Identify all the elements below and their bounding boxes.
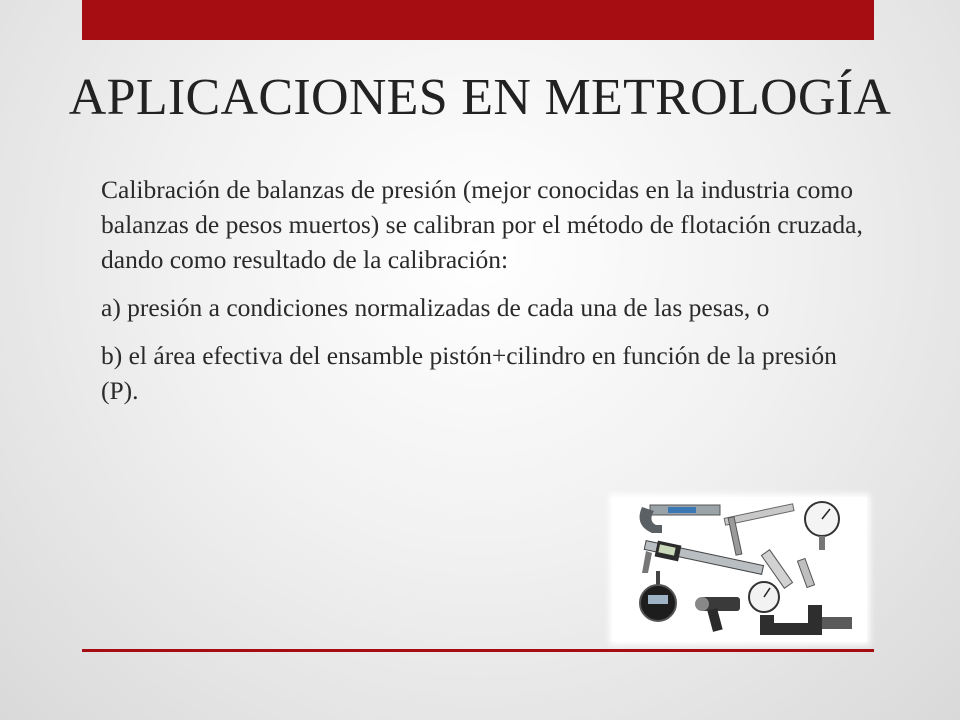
vernier-depth-gauge-icon (724, 504, 794, 555)
measuring-instruments-icon (612, 497, 867, 642)
slide-body (101, 172, 871, 421)
paragraph-option-a: a) presión a condiciones normalizadas de cada una de las pesas, o (101, 293, 770, 322)
dial-indicator-icon (805, 502, 839, 550)
top-accent-bar (82, 0, 874, 40)
bottom-divider (82, 649, 874, 652)
micrometer-icon (640, 505, 720, 533)
paragraph-intro: Calibración de balanzas de presión (mejor conocidas en la industria como balanzas de pesos muertos) se calibran por el método de flotación cruzada, dando como resultado de la calibración: (101, 175, 863, 274)
slide-title: APLICACIONES EN METROLOGÍA (68, 69, 892, 126)
paragraph-option-b: b) el área efectiva del ensamble pistón+cilindro en función de la presión (P). (101, 341, 837, 405)
measuring-instruments-image (612, 497, 867, 642)
digital-indicator-icon (640, 571, 676, 621)
pistol-gauge-icon (695, 597, 740, 632)
vernier-caliper-icon (642, 541, 764, 575)
thickness-gauge-icon (749, 582, 852, 635)
